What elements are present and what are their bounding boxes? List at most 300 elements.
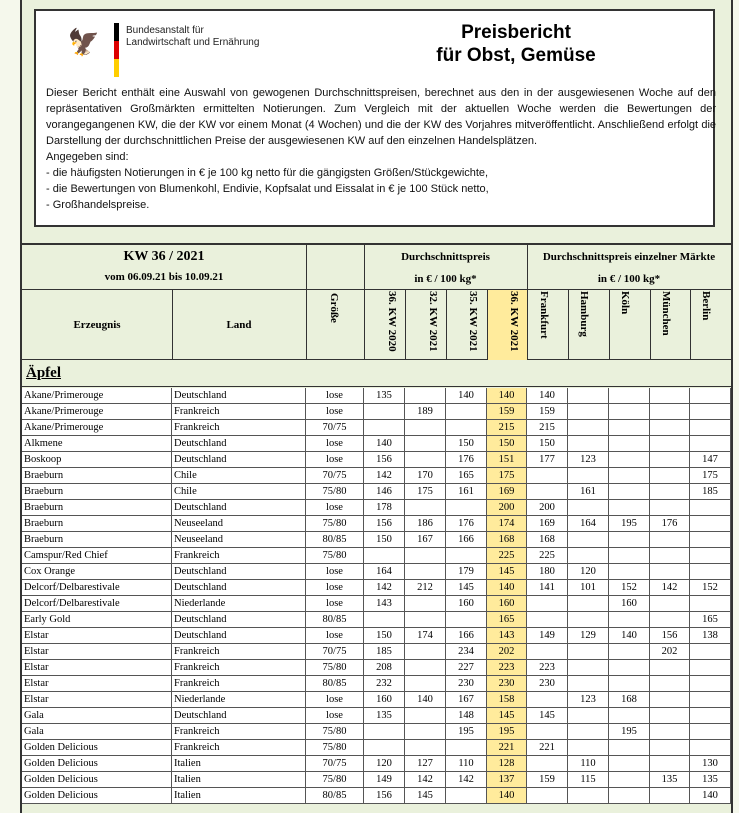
cell-price: 160 [446, 596, 487, 611]
cell-price: 140 [609, 628, 650, 643]
table-row [22, 484, 731, 500]
cell-price: 167 [446, 692, 487, 707]
table-row [22, 628, 731, 644]
cell-size: lose [306, 388, 364, 403]
cell-price [609, 644, 650, 659]
cell-price: 150 [487, 436, 527, 451]
cell-price [690, 388, 731, 403]
cell-price [650, 532, 690, 547]
cell-price: 151 [487, 452, 527, 467]
price-table [22, 388, 731, 804]
cell-price: 202 [487, 644, 527, 659]
cell-size: 75/80 [306, 516, 364, 531]
cell-price [609, 772, 650, 787]
cell-size: 75/80 [306, 772, 364, 787]
cell-price: 120 [364, 756, 405, 771]
cell-price: 178 [364, 500, 405, 515]
cell-price [609, 500, 650, 515]
cell-price [527, 788, 568, 803]
report-frame [20, 0, 733, 813]
cell-price: 200 [487, 500, 527, 515]
cell-product: Braeburn [22, 516, 172, 531]
cell-price [364, 724, 405, 739]
cell-product: Braeburn [22, 468, 172, 483]
cell-price [568, 436, 609, 451]
cell-price: 165 [446, 468, 487, 483]
cell-price: 152 [690, 580, 731, 595]
cell-price [609, 756, 650, 771]
cell-price: 145 [487, 708, 527, 723]
cell-price: 127 [405, 756, 446, 771]
col-country: Land [226, 319, 252, 331]
cell-price [690, 596, 731, 611]
cell-price: 170 [405, 468, 446, 483]
cell-price [690, 532, 731, 547]
table-row [22, 708, 731, 724]
cell-price [609, 740, 650, 755]
cell-price: 140 [487, 788, 527, 803]
cell-price [405, 564, 446, 579]
cell-price: 232 [364, 676, 405, 691]
cell-product: Camspur/Red Chief [22, 548, 172, 563]
table-row [22, 692, 731, 708]
cell-size: lose [306, 628, 364, 643]
cell-price: 110 [446, 756, 487, 771]
cell-price [568, 500, 609, 515]
cell-price [690, 724, 731, 739]
cell-price [405, 500, 446, 515]
cell-size: lose [306, 692, 364, 707]
cell-price: 142 [364, 580, 405, 595]
cell-price: 140 [487, 580, 527, 595]
cell-price: 140 [487, 388, 527, 403]
cell-size: lose [306, 500, 364, 515]
cell-price [527, 692, 568, 707]
cell-size: 80/85 [306, 788, 364, 803]
cell-product: Elstar [22, 628, 172, 643]
cell-price: 195 [609, 724, 650, 739]
cell-price: 179 [446, 564, 487, 579]
cell-price [405, 548, 446, 563]
cell-product: Golden Delicious [22, 740, 172, 755]
cell-country: Deutschland [172, 708, 306, 723]
cell-country: Deutschland [172, 452, 306, 467]
cell-price [650, 708, 690, 723]
cell-price [405, 612, 446, 627]
cell-price: 195 [446, 724, 487, 739]
cell-product: Braeburn [22, 532, 172, 547]
cell-price: 164 [568, 516, 609, 531]
cell-price: 161 [568, 484, 609, 499]
given-item: - die Bewertungen von Blumenkohl, Endivie, Kopfsalat und Eissalat in € je 100 Stück netto, [46, 183, 489, 195]
table-row [22, 676, 731, 692]
cell-product: Braeburn [22, 500, 172, 515]
cell-price: 195 [609, 516, 650, 531]
cell-size: lose [306, 436, 364, 451]
table-row [22, 612, 731, 628]
cell-price [527, 468, 568, 483]
cell-price: 189 [405, 404, 446, 419]
cell-price [690, 644, 731, 659]
cell-product: Gala [22, 724, 172, 739]
cell-size: 75/80 [306, 724, 364, 739]
cell-price: 200 [527, 500, 568, 515]
table-row [22, 660, 731, 676]
cell-price: 141 [527, 580, 568, 595]
cell-price [527, 612, 568, 627]
cell-price: 130 [690, 756, 731, 771]
cell-price: 212 [405, 580, 446, 595]
cell-price [405, 388, 446, 403]
cell-price [405, 644, 446, 659]
table-row [22, 772, 731, 788]
cell-price [609, 532, 650, 547]
cell-size: lose [306, 452, 364, 467]
cell-price [650, 468, 690, 483]
table-row [22, 516, 731, 532]
cell-price: 208 [364, 660, 405, 675]
cell-price: 156 [650, 628, 690, 643]
cell-price: 145 [487, 564, 527, 579]
cell-price: 225 [487, 548, 527, 563]
table-row [22, 500, 731, 516]
table-row [22, 532, 731, 548]
cell-country: Frankreich [172, 724, 306, 739]
cell-price [650, 612, 690, 627]
cell-price [690, 436, 731, 451]
col-week-2021-35: 35. KW 2021 [467, 291, 479, 352]
cell-price [568, 612, 609, 627]
cell-country: Neuseeland [172, 532, 306, 547]
table-row [22, 724, 731, 740]
table-row [22, 740, 731, 756]
cell-price [690, 564, 731, 579]
cell-country: Frankreich [172, 420, 306, 435]
cell-price [405, 740, 446, 755]
cell-price [650, 404, 690, 419]
cell-price: 147 [690, 452, 731, 467]
cell-price: 234 [446, 644, 487, 659]
cell-price: 177 [527, 452, 568, 467]
intro-paragraph: Dieser Bericht enthält eine Auswahl von gewogenen Durchschnittspreisen, berechnet aus den in der ausgewiesenen Woche auf den repräsentativen Großmärkten ermittelten Notierungen. Zum Vergleich mit der aktuellen Woche werden die Bewertungen der vorangegangenen KW, die der KW vor einem Monat (4 Wochen) und die der KW des Vorjahres mitveröffentlicht. Anschließend erfolgt die Darstellung der durchschnittlichen Preise der ausgewiesenen KW auf den einzelnen Handelsplätzen. [46, 87, 716, 147]
cell-price [364, 420, 405, 435]
cell-price: 165 [487, 612, 527, 627]
cell-price [690, 740, 731, 755]
cell-price [609, 468, 650, 483]
cell-country: Chile [172, 484, 306, 499]
cell-price: 225 [527, 548, 568, 563]
cell-price [568, 788, 609, 803]
cell-product: Golden Delicious [22, 756, 172, 771]
cell-price: 150 [446, 436, 487, 451]
markets-title: Durchschnittspreis einzelner Märkte [542, 251, 716, 263]
cell-product: Akane/Primerouge [22, 404, 172, 419]
cell-price: 160 [609, 596, 650, 611]
cell-country: Deutschland [172, 500, 306, 515]
cell-country: Deutschland [172, 436, 306, 451]
cell-price: 180 [527, 564, 568, 579]
cell-price [364, 404, 405, 419]
cell-price [568, 660, 609, 675]
cell-price [364, 740, 405, 755]
cell-price [650, 420, 690, 435]
cell-price: 148 [446, 708, 487, 723]
cell-price: 145 [405, 788, 446, 803]
cell-price: 145 [446, 580, 487, 595]
cell-price: 169 [527, 516, 568, 531]
cell-price [446, 420, 487, 435]
cell-price: 138 [690, 628, 731, 643]
cell-product: Golden Delicious [22, 772, 172, 787]
cell-price [609, 404, 650, 419]
cell-price: 168 [609, 692, 650, 707]
cell-price [690, 404, 731, 419]
cell-country: Frankreich [172, 644, 306, 659]
cell-price: 143 [487, 628, 527, 643]
cell-price: 202 [650, 644, 690, 659]
cell-price: 145 [527, 708, 568, 723]
cell-price [446, 404, 487, 419]
cell-price: 159 [487, 404, 527, 419]
cell-price [609, 548, 650, 563]
cell-price: 140 [405, 692, 446, 707]
cell-product: Golden Delicious [22, 788, 172, 803]
cell-price: 135 [364, 388, 405, 403]
table-row [22, 580, 731, 596]
cell-price [650, 788, 690, 803]
cell-price [527, 724, 568, 739]
cell-price [405, 596, 446, 611]
cell-product: Elstar [22, 676, 172, 691]
cell-price [609, 484, 650, 499]
cell-size: 75/80 [306, 740, 364, 755]
cell-country: Frankreich [172, 548, 306, 563]
cell-price: 223 [487, 660, 527, 675]
cell-price: 123 [568, 452, 609, 467]
cell-country: Deutschland [172, 388, 306, 403]
cell-price: 169 [487, 484, 527, 499]
cell-country: Niederlande [172, 692, 306, 707]
cell-product: Delcorf/Delbarestivale [22, 580, 172, 595]
cell-price: 152 [609, 580, 650, 595]
cell-price: 156 [364, 788, 405, 803]
cell-price: 150 [527, 436, 568, 451]
cell-price [650, 436, 690, 451]
section-heading [22, 362, 731, 387]
col-week-2021-32: 32. KW 2021 [427, 291, 439, 352]
given-list [46, 165, 716, 213]
cell-country: Niederlande [172, 596, 306, 611]
cell-size: lose [306, 596, 364, 611]
cell-price [650, 740, 690, 755]
cell-price: 135 [650, 772, 690, 787]
cell-price [650, 596, 690, 611]
cell-price [609, 612, 650, 627]
cell-price [568, 740, 609, 755]
cell-price: 165 [690, 612, 731, 627]
cell-price: 135 [690, 772, 731, 787]
table-row [22, 548, 731, 564]
col-frankfurt: Frankfurt [538, 291, 550, 339]
cell-country: Deutschland [172, 580, 306, 595]
avg-unit: in € / 100 kg* [414, 273, 477, 285]
cell-price: 167 [405, 532, 446, 547]
cell-size: 80/85 [306, 612, 364, 627]
cell-price: 175 [405, 484, 446, 499]
cell-price: 142 [650, 580, 690, 595]
cell-product: Akane/Primerouge [22, 388, 172, 403]
table-row [22, 644, 731, 660]
table-row [22, 564, 731, 580]
cell-price [650, 676, 690, 691]
cell-price [527, 644, 568, 659]
cell-price: 140 [364, 436, 405, 451]
cell-size: 70/75 [306, 468, 364, 483]
cell-price [568, 468, 609, 483]
cell-price [650, 500, 690, 515]
cell-product: Elstar [22, 660, 172, 675]
cell-price: 195 [487, 724, 527, 739]
cell-price: 159 [527, 404, 568, 419]
cell-price [405, 708, 446, 723]
cell-price: 101 [568, 580, 609, 595]
cell-price [690, 548, 731, 563]
cell-country: Italien [172, 788, 306, 803]
avg-title: Durchschnittspreis [401, 251, 490, 263]
cell-country: Deutschland [172, 612, 306, 627]
cell-price: 140 [527, 388, 568, 403]
cell-price [405, 436, 446, 451]
cell-price: 168 [527, 532, 568, 547]
cell-price [609, 420, 650, 435]
cell-price [568, 420, 609, 435]
cell-price: 156 [364, 516, 405, 531]
cell-price [609, 388, 650, 403]
cell-price: 142 [446, 772, 487, 787]
cell-product: Akane/Primerouge [22, 420, 172, 435]
agency-name: Bundesanstalt für Landwirtschaft und Ernährung [126, 25, 260, 48]
cell-price: 156 [364, 452, 405, 467]
cell-price: 150 [364, 628, 405, 643]
cell-price [650, 548, 690, 563]
cell-price: 186 [405, 516, 446, 531]
cell-price: 137 [487, 772, 527, 787]
cell-price: 123 [568, 692, 609, 707]
cell-size: 70/75 [306, 644, 364, 659]
cell-price [446, 612, 487, 627]
cell-price [446, 548, 487, 563]
col-product: Erzeugnis [73, 319, 121, 331]
table-row [22, 404, 731, 420]
cell-price: 150 [364, 532, 405, 547]
cell-price: 166 [446, 532, 487, 547]
cell-price [650, 756, 690, 771]
cell-country: Frankreich [172, 740, 306, 755]
cell-price: 230 [446, 676, 487, 691]
cell-price: 142 [405, 772, 446, 787]
cell-price [568, 724, 609, 739]
cell-price: 174 [487, 516, 527, 531]
cell-price: 142 [364, 468, 405, 483]
cell-price: 149 [527, 628, 568, 643]
cell-price [568, 532, 609, 547]
cell-price: 149 [364, 772, 405, 787]
cell-price [609, 564, 650, 579]
cell-price: 143 [364, 596, 405, 611]
cell-price: 161 [446, 484, 487, 499]
kw-label: KW 36 / 2021 [123, 249, 205, 264]
cell-size: 75/80 [306, 484, 364, 499]
cell-country: Frankreich [172, 676, 306, 691]
cell-price [609, 708, 650, 723]
table-row [22, 388, 731, 404]
table-row [22, 420, 731, 436]
cell-price [650, 452, 690, 467]
cell-product: Delcorf/Delbarestivale [22, 596, 172, 611]
date-range: vom 06.09.21 bis 10.09.21 [104, 271, 224, 283]
cell-price [527, 756, 568, 771]
cell-price [568, 388, 609, 403]
section-title: Äpfel [26, 365, 61, 381]
cell-price: 158 [487, 692, 527, 707]
cell-price [650, 388, 690, 403]
cell-price [405, 660, 446, 675]
cell-price [405, 724, 446, 739]
col-week-2020-36: 36. KW 2020 [386, 291, 398, 352]
cell-size: lose [306, 404, 364, 419]
cell-price [568, 708, 609, 723]
cell-price: 223 [527, 660, 568, 675]
cell-price: 221 [527, 740, 568, 755]
cell-price [690, 516, 731, 531]
cell-price [446, 788, 487, 803]
cell-price [650, 724, 690, 739]
table-row [22, 756, 731, 772]
cell-price: 159 [527, 772, 568, 787]
cell-price: 230 [527, 676, 568, 691]
cell-price: 164 [364, 564, 405, 579]
cell-price: 135 [364, 708, 405, 723]
cell-price: 146 [364, 484, 405, 499]
cell-price [568, 548, 609, 563]
cell-country: Deutschland [172, 628, 306, 643]
report-title: Preisbericht für Obst, Gemüse [436, 22, 596, 66]
cell-size: 75/80 [306, 660, 364, 675]
cell-price [690, 692, 731, 707]
cell-price: 160 [487, 596, 527, 611]
cell-product: Elstar [22, 692, 172, 707]
cell-price: 175 [690, 468, 731, 483]
german-flag-icon [114, 23, 119, 77]
cell-product: Gala [22, 708, 172, 723]
cell-price: 185 [364, 644, 405, 659]
cell-price [609, 452, 650, 467]
col-berlin: Berlin [700, 291, 712, 321]
table-row [22, 596, 731, 612]
cell-country: Frankreich [172, 404, 306, 419]
cell-country: Chile [172, 468, 306, 483]
cell-price: 227 [446, 660, 487, 675]
cell-price: 166 [446, 628, 487, 643]
cell-price [650, 484, 690, 499]
col-hamburg: Hamburg [578, 291, 590, 337]
cell-price [650, 660, 690, 675]
cell-price [690, 676, 731, 691]
cell-size: 70/75 [306, 420, 364, 435]
cell-country: Italien [172, 772, 306, 787]
cell-price: 175 [487, 468, 527, 483]
cell-price: 168 [487, 532, 527, 547]
